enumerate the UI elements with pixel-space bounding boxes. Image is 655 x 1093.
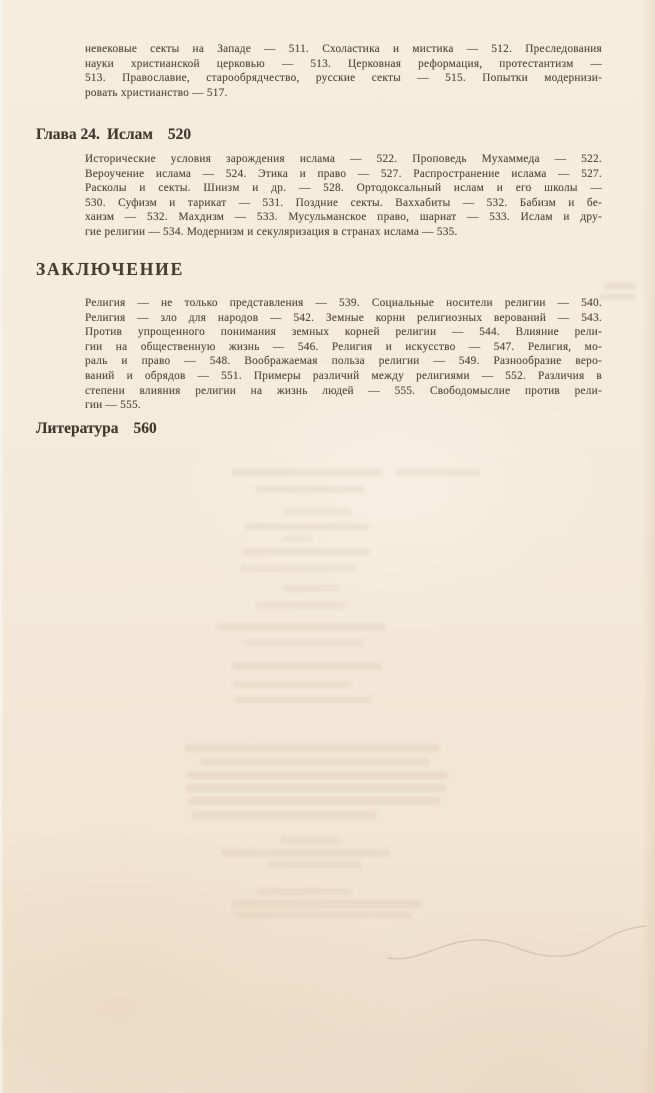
- showthrough-line: [283, 508, 351, 515]
- showthrough-line: [186, 784, 446, 792]
- showthrough-line: [282, 536, 312, 542]
- showthrough-line: [395, 469, 480, 476]
- showthrough-line: [232, 900, 422, 908]
- showthrough-line: [282, 585, 340, 592]
- chapter-24-heading: [36, 126, 191, 144]
- showthrough-line: [240, 565, 355, 572]
- toc-line: Исторические условия зарождения ислама — 522. Проповедь Мухаммеда — 522.: [85, 153, 602, 165]
- toc-line: Вероучение ислама — 524. Этика и право — 527. Распространение ислама — 527.: [85, 167, 602, 180]
- showthrough-line: [256, 602, 346, 609]
- showthrough-line: [242, 639, 364, 646]
- showthrough-line: [233, 911, 411, 918]
- showthrough-line: [186, 771, 448, 779]
- showthrough-line: [242, 548, 370, 555]
- toc-line: Религия — не только представления — 539. Социальные носители религии — 540.: [85, 297, 602, 309]
- showthrough-line: [234, 696, 372, 703]
- toc-line: ваний и обрядов — 551. Примеры различий между религиями — 552. Различия в: [85, 369, 602, 382]
- showthrough-line: [192, 811, 377, 819]
- conclusion-heading: ЗАКЛЮЧЕНИЕ: [36, 259, 185, 279]
- scan-smudge-curve: [358, 902, 655, 977]
- toc-paragraph-chapter-24: [85, 152, 602, 240]
- showthrough-line: [232, 469, 382, 476]
- toc-line: степени влияния религии на жизнь людей — 555. Свободомыслие против рели-: [85, 384, 602, 397]
- toc-line: хаизм — 532. Махдизм — 533. Мусульманское право, шариат — 533. Ислам и дру-: [85, 211, 602, 224]
- showthrough-line: [267, 861, 362, 868]
- toc-line: 530. Суфизм и тарикат — 531. Поздние секты. Ваххабиты — 532. Бабизм и бе-: [85, 196, 602, 209]
- showthrough-line: [604, 283, 636, 289]
- showthrough-line: [598, 294, 636, 300]
- toc-line: 513. Православие, старообрядчество, русские секты — 515. Попытки модернизи-: [85, 72, 602, 85]
- literature-heading: [36, 420, 157, 438]
- showthrough-line: [216, 623, 386, 631]
- toc-line: Против упрощенного понимания земных корней религии — 544. Влияние рели-: [85, 326, 602, 339]
- toc-paragraph-conclusion: [85, 296, 602, 413]
- showthrough-line: [257, 888, 352, 895]
- literature-page-number: 560: [133, 420, 157, 437]
- showthrough-line: [188, 797, 440, 805]
- toc-line: невековые секты на Западе — 511. Схоластика и мистика — 512. Преследования: [85, 43, 602, 55]
- toc-line: гии — 555.: [85, 399, 141, 412]
- literature-title: Литература: [36, 420, 119, 437]
- showthrough-line: [232, 681, 352, 688]
- showthrough-line: [222, 849, 390, 857]
- showthrough-line: [280, 837, 342, 844]
- showthrough-line: [232, 662, 382, 670]
- toc-line: Расколы и секты. Шиизм и др. — 528. Ортодоксальный ислам и его школы —: [85, 182, 602, 195]
- chapter-24-page-number: 520: [167, 126, 192, 143]
- chapter-24-label: Глава 24.: [36, 126, 100, 143]
- toc-line: науки христианской церковью — 513. Церковная реформация, протестантизм —: [85, 57, 602, 70]
- chapter-24-title: Ислам: [106, 126, 153, 143]
- toc-line: гие религии — 534. Модернизм и секуляризация в странах ислама — 535.: [85, 225, 458, 238]
- toc-line: Религия — зло для народов — 542. Земные корни религиозных верований — 543.: [85, 311, 602, 324]
- toc-line: ровать христианство — 517.: [85, 86, 228, 99]
- toc-paragraph-christianity-continuation: [85, 42, 602, 100]
- showthrough-line: [185, 744, 440, 752]
- showthrough-line: [255, 486, 365, 493]
- showthrough-line: [200, 758, 430, 766]
- toc-line: раль и право — 548. Воображаемая польза религии — 549. Разнообразие веро-: [85, 355, 602, 368]
- toc-line: гии на общественную жизнь — 546. Религия и искусство — 547. Религия, мо-: [85, 340, 602, 353]
- showthrough-line: [245, 523, 370, 530]
